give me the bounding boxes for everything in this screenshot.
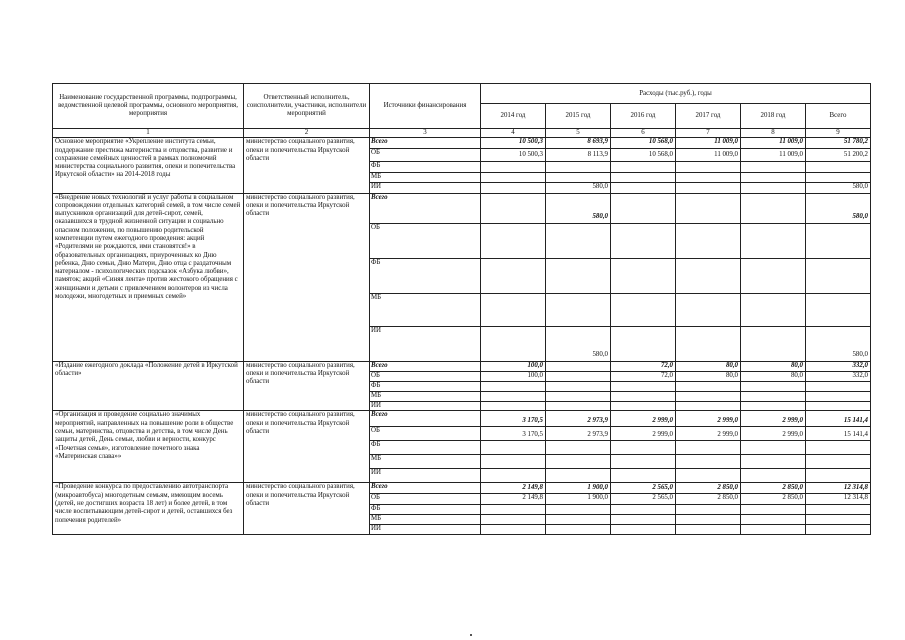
header-sources: Источники финансирования [370, 84, 481, 129]
year-value: 580,0 [546, 326, 611, 361]
year-value [546, 514, 611, 524]
year-value: 2 850,0 [741, 483, 806, 494]
year-value: 2 999,0 [676, 427, 741, 441]
funding-source: ФБ [370, 258, 481, 293]
funding-source: ИИ [370, 524, 481, 534]
year-value [611, 182, 676, 193]
year-value [611, 223, 676, 258]
header-year: 2015 год [546, 104, 611, 129]
table-row [53, 483, 871, 494]
year-value: 72,0 [611, 371, 676, 381]
total-value [806, 514, 871, 524]
year-value [546, 504, 611, 514]
total-value: 15 141,4 [806, 427, 871, 441]
total-value [806, 161, 871, 172]
year-value: 10 568,0 [611, 148, 676, 161]
year-value [481, 441, 546, 455]
year-value: 2 850,0 [676, 494, 741, 504]
year-value [611, 326, 676, 361]
year-value: 2 149,8 [481, 494, 546, 504]
total-value: 12 314,8 [806, 494, 871, 504]
total-value: 580,0 [806, 182, 871, 193]
year-value [741, 441, 806, 455]
funding-source: ОБ [370, 371, 481, 381]
year-value: 11 009,0 [741, 148, 806, 161]
table-row [53, 361, 871, 371]
total-value: 12 314,8 [806, 483, 871, 494]
year-value [676, 172, 741, 182]
year-value [611, 161, 676, 172]
year-value [611, 193, 676, 223]
column-number: 9 [806, 129, 871, 138]
total-value: 15 141,4 [806, 411, 871, 427]
year-value: 11 009,0 [741, 138, 806, 148]
total-value: 580,0 [806, 193, 871, 223]
year-value: 580,0 [546, 193, 611, 223]
total-value [806, 382, 871, 392]
year-value [546, 258, 611, 293]
year-value [611, 469, 676, 483]
budget-table [52, 83, 871, 535]
year-value [676, 392, 741, 402]
year-value [546, 392, 611, 402]
year-value [676, 524, 741, 534]
year-value: 2 565,0 [611, 483, 676, 494]
year-value [546, 223, 611, 258]
year-value: 3 170,5 [481, 411, 546, 427]
year-value [741, 172, 806, 182]
year-value [481, 193, 546, 223]
year-value [546, 172, 611, 182]
year-value [481, 293, 546, 326]
year-value [611, 392, 676, 402]
year-value [611, 293, 676, 326]
year-value [546, 469, 611, 483]
year-value [481, 504, 546, 514]
year-value [741, 392, 806, 402]
year-value: 8 113,9 [546, 148, 611, 161]
header-year: 2014 год [481, 104, 546, 129]
header-year: 2016 год [611, 104, 676, 129]
year-value [676, 469, 741, 483]
year-value: 2 999,0 [611, 427, 676, 441]
year-value [676, 455, 741, 469]
activity-executor: министерство социального развития, опеки и попечительства Иркутской области [244, 361, 370, 411]
activity-name: «Проведение конкурса по предоставлению автотранспорта (микроавтобуса) многодетным семьям, имеющим восемь (детей, не достигших возраста 18 лет) и более детей, в том числе воспитывающим детей-сирот и детей, оставшихся без попечения родителей» [53, 483, 244, 534]
total-value [806, 172, 871, 182]
funding-source: МБ [370, 392, 481, 402]
year-value [741, 514, 806, 524]
year-value: 8 693,9 [546, 138, 611, 148]
table-row [53, 193, 871, 223]
table-row [53, 138, 871, 148]
year-value [741, 161, 806, 172]
year-value [546, 402, 611, 411]
year-value: 2 999,0 [611, 411, 676, 427]
year-value [481, 469, 546, 483]
year-value [611, 172, 676, 182]
funding-source: ИИ [370, 402, 481, 411]
funding-source: Всего [370, 138, 481, 148]
year-value [611, 514, 676, 524]
year-value [481, 402, 546, 411]
year-value [611, 455, 676, 469]
year-value: 2 850,0 [676, 483, 741, 494]
header-expenses: Расходы (тыс.руб.), годы [481, 84, 871, 104]
funding-source: Всего [370, 193, 481, 223]
year-value: 2 999,0 [741, 427, 806, 441]
year-value [676, 514, 741, 524]
year-value [481, 172, 546, 182]
year-value: 1 900,0 [546, 494, 611, 504]
total-value [806, 441, 871, 455]
year-value [481, 161, 546, 172]
year-value: 72,0 [611, 361, 676, 371]
header-year: 2017 год [676, 104, 741, 129]
year-value [611, 402, 676, 411]
year-value [741, 223, 806, 258]
year-value: 100,0 [481, 361, 546, 371]
total-value [806, 392, 871, 402]
year-value [481, 182, 546, 193]
year-value: 2 999,0 [676, 411, 741, 427]
total-value: 332,0 [806, 361, 871, 371]
year-value [741, 402, 806, 411]
total-value: 332,0 [806, 371, 871, 381]
year-value [741, 258, 806, 293]
year-value: 10 568,0 [611, 138, 676, 148]
year-value: 1 900,0 [546, 483, 611, 494]
total-value [806, 258, 871, 293]
year-value [611, 441, 676, 455]
funding-source: МБ [370, 455, 481, 469]
year-value: 11 009,0 [676, 138, 741, 148]
year-value: 2 973,9 [546, 411, 611, 427]
year-value: 100,0 [481, 371, 546, 381]
column-number: 6 [611, 129, 676, 138]
year-value [481, 258, 546, 293]
funding-source: МБ [370, 514, 481, 524]
year-value [481, 382, 546, 392]
total-value [806, 293, 871, 326]
year-value [676, 193, 741, 223]
header-executor: Ответственный исполнитель, соисполнители, участники, исполнители мероприятий [244, 84, 370, 129]
scan-speck [470, 634, 472, 636]
year-value [676, 326, 741, 361]
funding-source: ФБ [370, 382, 481, 392]
column-number: 4 [481, 129, 546, 138]
year-value [676, 293, 741, 326]
total-value [806, 524, 871, 534]
year-value [481, 455, 546, 469]
year-value [546, 293, 611, 326]
table-row [53, 411, 871, 427]
total-value [806, 455, 871, 469]
year-value [676, 441, 741, 455]
year-value [741, 326, 806, 361]
year-value [676, 382, 741, 392]
total-value [806, 469, 871, 483]
year-value [676, 402, 741, 411]
funding-source: ФБ [370, 161, 481, 172]
year-value [611, 382, 676, 392]
year-value [741, 293, 806, 326]
funding-source: ОБ [370, 427, 481, 441]
activity-name: «Издание ежегодного доклада «Положение детей в Иркутской области» [53, 361, 244, 411]
funding-source: ОБ [370, 148, 481, 161]
header-total: Всего [806, 104, 871, 129]
funding-source: ОБ [370, 223, 481, 258]
year-value: 80,0 [741, 361, 806, 371]
total-value [806, 402, 871, 411]
year-value [546, 441, 611, 455]
column-number: 7 [676, 129, 741, 138]
funding-source: Всего [370, 483, 481, 494]
year-value [741, 524, 806, 534]
total-value: 51 780,2 [806, 138, 871, 148]
activity-executor: министерство социального развития, опеки и попечительства Иркутской области [244, 138, 370, 193]
year-value [741, 382, 806, 392]
year-value [741, 469, 806, 483]
header-name: Наименование государственной программы, подпрограммы, ведомственной целевой программы, основного мероприятия, мероприятия [53, 84, 244, 129]
year-value: 2 850,0 [741, 494, 806, 504]
column-number: 8 [741, 129, 806, 138]
column-number: 1 [53, 129, 244, 138]
total-value [806, 504, 871, 514]
year-value: 10 500,3 [481, 148, 546, 161]
year-value [481, 326, 546, 361]
funding-source: ИИ [370, 469, 481, 483]
year-value: 80,0 [676, 371, 741, 381]
column-number: 3 [370, 129, 481, 138]
year-value: 580,0 [546, 182, 611, 193]
year-value: 3 170,5 [481, 427, 546, 441]
year-value [676, 504, 741, 514]
year-value [546, 161, 611, 172]
year-value: 2 973,9 [546, 427, 611, 441]
year-value [741, 193, 806, 223]
activity-name: Основное мероприятие «Укрепление института семьи, поддержание престижа материнства и отцовства, развитие и сохранение семейных ценностей в рамках полномочий министерства социального развития, опеки и попечительства Иркутской области» на 2014-2018 годы [53, 138, 244, 193]
funding-source: Всего [370, 411, 481, 427]
funding-source: МБ [370, 172, 481, 182]
year-value [481, 514, 546, 524]
funding-source: ИИ [370, 326, 481, 361]
year-value [546, 455, 611, 469]
year-value: 10 500,3 [481, 138, 546, 148]
year-value [676, 182, 741, 193]
funding-source: ФБ [370, 441, 481, 455]
year-value: 2 565,0 [611, 494, 676, 504]
funding-source: МБ [370, 293, 481, 326]
year-value: 80,0 [676, 361, 741, 371]
year-value [546, 382, 611, 392]
funding-source: Всего [370, 361, 481, 371]
year-value [611, 504, 676, 514]
year-value [741, 504, 806, 514]
year-value [546, 361, 611, 371]
year-value: 11 009,0 [676, 148, 741, 161]
header-year: 2018 год [741, 104, 806, 129]
year-value [481, 524, 546, 534]
total-value: 51 200,2 [806, 148, 871, 161]
year-value [481, 392, 546, 402]
year-value: 2 999,0 [741, 411, 806, 427]
year-value [676, 161, 741, 172]
total-value: 580,0 [806, 326, 871, 361]
activity-executor: министерство социального развития, опеки и попечительства Иркутской области [244, 483, 370, 534]
year-value: 80,0 [741, 371, 806, 381]
year-value [611, 258, 676, 293]
year-value [676, 258, 741, 293]
column-number: 5 [546, 129, 611, 138]
activity-name: «Внедрение новых технологий и услуг работы в социальном сопровождении отдельных категорий семей, в том числе семей выпускников организаций для детей-сирот, семей, оказавшихся в трудной жизненной ситуации и социально опасном положении, по повышению родительской компетенции путем ежегодного проведения: акций «Родителями не рождаются, ими становятся!» в образовательных организациях, приуроченных ко Дню ребенка, Дню семьи, Дню Матери, Дню отца с раздаточным материалом - психологических подсказок «Азбука любви», памяток; акций «Синяя лента» против жестокого обращения с женщинами и детьми с привлечением волонтеров из числа молодежи, многодетных и приемных семей» [53, 193, 244, 361]
year-value: 2 149,8 [481, 483, 546, 494]
funding-source: ОБ [370, 494, 481, 504]
activity-executor: министерство социального развития, опеки и попечительства Иркутской области [244, 193, 370, 361]
column-number: 2 [244, 129, 370, 138]
year-value [546, 524, 611, 534]
activity-name: «Организация и проведение социально значимых мероприятий, направленных на повышение роли в обществе семьи, материнства, отцовства и детства, в том числе День защиты детей, День семьи, любви и верности, конкурс «Почетная семья», изготовление почетного знака «Материнская слава»» [53, 411, 244, 483]
funding-source: ИИ [370, 182, 481, 193]
year-value [676, 223, 741, 258]
total-value [806, 223, 871, 258]
activity-executor: министерство социального развития, опеки и попечительства Иркутской области [244, 411, 370, 483]
funding-source: ФБ [370, 504, 481, 514]
year-value [741, 455, 806, 469]
year-value [481, 223, 546, 258]
year-value [611, 524, 676, 534]
year-value [741, 182, 806, 193]
year-value [546, 371, 611, 381]
